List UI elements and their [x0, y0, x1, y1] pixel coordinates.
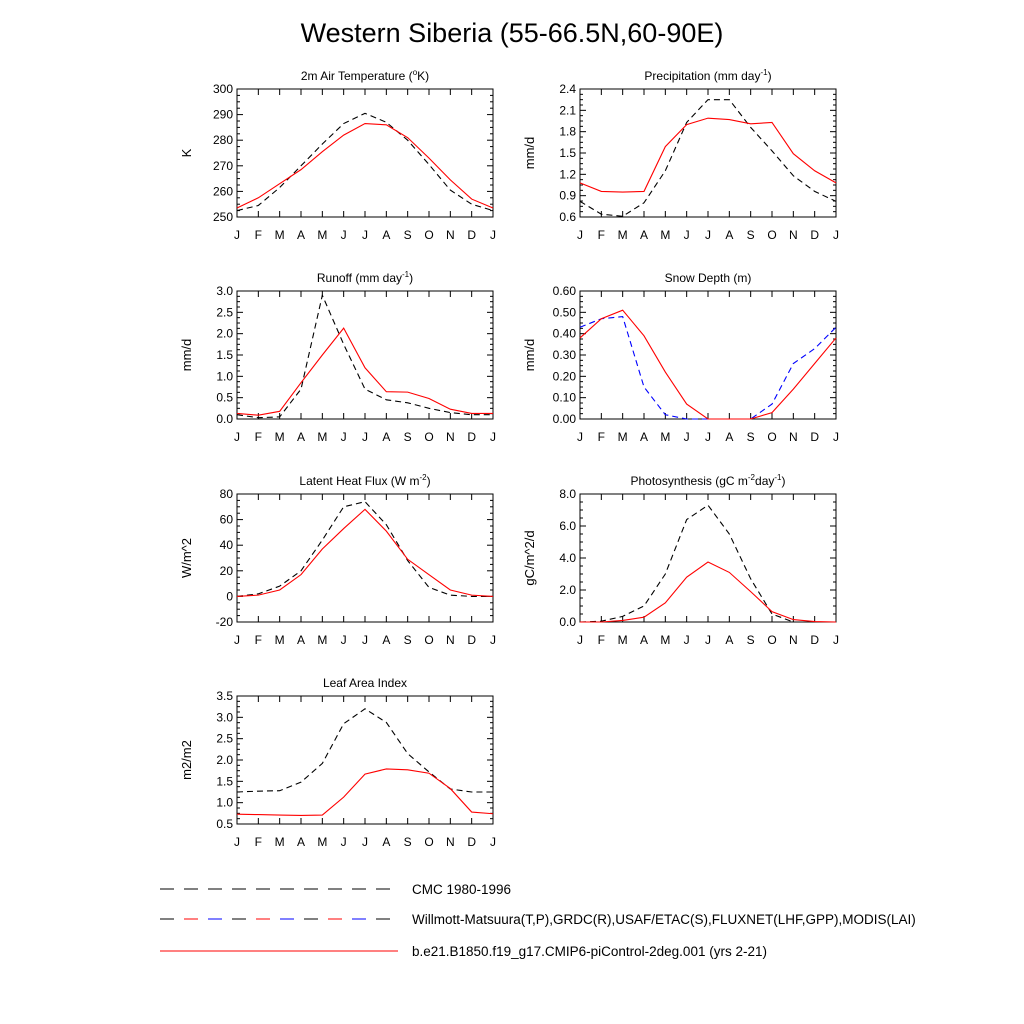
panel-air-temperature — [179, 68, 496, 242]
y-tick-label: 270 — [212, 158, 233, 173]
x-tick-label: J — [234, 228, 240, 242]
x-tick-label: J — [577, 228, 583, 242]
x-tick-label: S — [403, 835, 412, 849]
y-tick-label: 2.0 — [216, 326, 233, 341]
plot-frame — [237, 494, 493, 622]
x-tick-label: A — [725, 633, 734, 647]
x-tick-label: A — [639, 228, 649, 242]
x-tick-label: O — [767, 430, 777, 444]
y-tick-label: 0.6 — [559, 210, 576, 224]
x-tick-label: N — [445, 835, 455, 849]
x-tick-label: M — [317, 835, 328, 849]
y-tick-label: 1.0 — [216, 369, 233, 384]
series-line — [237, 328, 493, 415]
series-line — [237, 509, 493, 596]
x-tick-label: J — [490, 228, 496, 242]
x-tick-label: J — [362, 430, 368, 444]
x-tick-label: O — [767, 633, 777, 647]
x-tick-label: M — [317, 430, 328, 444]
x-tick-label: D — [810, 430, 820, 444]
series-line — [580, 562, 836, 622]
legend-label: CMC 1980-1996 — [412, 882, 512, 897]
y-tick-label: 2.5 — [216, 731, 233, 746]
x-tick-label: M — [617, 430, 628, 444]
x-tick-label: J — [234, 430, 240, 444]
x-tick-label: A — [382, 835, 391, 849]
x-tick-label: O — [424, 228, 434, 242]
x-tick-label: J — [833, 633, 839, 647]
y-tick-label: 260 — [212, 184, 233, 199]
page-title: Western Siberia (55-66.5N,60-90E) — [300, 18, 724, 48]
x-tick-label: J — [705, 430, 711, 444]
x-tick-label: S — [403, 633, 412, 647]
y-tick-label: 0.20 — [552, 369, 576, 384]
y-tick-label: 0.30 — [552, 348, 576, 362]
y-tick-label: 1.5 — [216, 348, 233, 362]
y-tick-label: 0 — [226, 589, 233, 604]
x-tick-label: S — [746, 430, 755, 444]
x-tick-label: A — [296, 633, 306, 647]
x-tick-label: D — [467, 430, 477, 444]
series-line — [580, 100, 836, 217]
x-tick-label: S — [403, 228, 412, 242]
x-tick-label: J — [577, 633, 583, 647]
x-tick-label: J — [705, 228, 711, 242]
panel-title: Latent Heat Flux (W $m^{-2}$) — [299, 473, 431, 488]
x-tick-label: M — [274, 633, 285, 647]
x-tick-label: J — [234, 835, 240, 849]
y-tick-label: 300 — [212, 82, 233, 96]
y-tick-label: 290 — [212, 107, 233, 122]
x-tick-label: J — [362, 633, 368, 647]
x-tick-label: D — [810, 228, 820, 242]
x-tick-label: A — [382, 228, 391, 242]
x-tick-label: S — [403, 430, 412, 444]
x-tick-label: N — [788, 430, 798, 444]
x-tick-label: O — [424, 633, 434, 647]
y-tick-label: 0.60 — [552, 284, 576, 298]
x-tick-label: N — [445, 430, 455, 444]
y-tick-label: 2.4 — [559, 82, 576, 96]
x-tick-label: D — [467, 835, 477, 849]
y-tick-label: 0.9 — [559, 188, 576, 203]
y-tick-label: 1.5 — [559, 146, 576, 160]
y-tick-label: 8.0 — [559, 487, 576, 501]
x-tick-label: M — [660, 633, 671, 647]
y-tick-label: 1.8 — [559, 124, 576, 139]
y-tick-label: 0.40 — [552, 326, 576, 341]
y-tick-label: 0.0 — [559, 615, 576, 629]
x-tick-label: J — [340, 633, 347, 647]
y-tick-label: 80 — [219, 487, 233, 501]
y-axis-label: mm/d — [522, 338, 537, 372]
y-axis-label: W/m^2 — [179, 537, 194, 579]
x-tick-label: M — [317, 228, 328, 242]
x-tick-label: M — [274, 835, 285, 849]
x-tick-label: M — [317, 633, 328, 647]
x-tick-label: J — [490, 430, 496, 444]
legend-label: Willmott-Matsuura(T,P),GRDC(R),USAF/ETAC(S),FLUXNET(LHF,GPP),MODIS(LAI) — [412, 912, 916, 927]
x-tick-label: J — [340, 835, 347, 849]
panel-precipitation — [522, 68, 839, 242]
plot-frame — [580, 291, 836, 419]
x-tick-label: N — [445, 228, 455, 242]
x-tick-label: F — [254, 633, 263, 647]
x-tick-label: F — [254, 835, 263, 849]
y-axis-label: gC/m^2/d — [522, 530, 537, 586]
x-tick-label: J — [577, 430, 583, 444]
y-tick-label: 1.0 — [216, 795, 233, 810]
x-tick-label: F — [597, 430, 606, 444]
y-axis-label: mm/d — [179, 338, 194, 372]
plot-frame — [580, 494, 836, 622]
series-line — [580, 310, 836, 419]
panel-snow-depth — [522, 271, 839, 444]
legend — [160, 882, 916, 959]
y-tick-label: -20 — [215, 615, 233, 629]
x-tick-label: F — [254, 430, 263, 444]
plot-frame — [237, 696, 493, 824]
x-tick-label: M — [660, 228, 671, 242]
y-tick-label: 2.1 — [559, 103, 576, 118]
y-tick-label: 0.5 — [216, 817, 233, 831]
x-tick-label: J — [705, 633, 711, 647]
x-tick-label: M — [617, 228, 628, 242]
series-line — [237, 709, 493, 792]
y-tick-label: 280 — [212, 133, 233, 148]
panel-latent-heat-flux — [179, 473, 496, 647]
series-line — [237, 124, 493, 208]
panel-title: Runoff (mm day$^{-1}$) — [316, 270, 414, 285]
series-line — [580, 317, 836, 419]
panel-photosynthesis — [522, 473, 839, 647]
legend-label: b.e21.B1850.f19_g17.CMIP6-piControl-2deg.001 (yrs 2-21) — [412, 944, 767, 959]
y-tick-label: 1.2 — [559, 167, 576, 182]
y-tick-label: 40 — [219, 538, 233, 553]
x-tick-label: A — [296, 430, 306, 444]
series-line — [237, 113, 493, 210]
panel-leaf-area-index — [179, 676, 496, 849]
x-tick-label: J — [362, 228, 368, 242]
y-tick-label: 6.0 — [559, 519, 576, 533]
x-tick-label: J — [234, 633, 240, 647]
series-line — [237, 295, 493, 417]
y-tick-label: 3.0 — [216, 710, 233, 725]
x-tick-label: O — [767, 228, 777, 242]
x-tick-label: J — [490, 835, 496, 849]
x-tick-label: A — [639, 430, 649, 444]
y-tick-label: 0.10 — [552, 390, 576, 405]
series-line — [580, 118, 836, 192]
y-tick-label: 250 — [212, 210, 233, 224]
x-tick-label: O — [424, 430, 434, 444]
x-tick-label: J — [833, 430, 839, 444]
plot-frame — [580, 89, 836, 217]
x-tick-label: M — [274, 430, 285, 444]
x-tick-label: O — [424, 835, 434, 849]
x-tick-label: J — [340, 430, 347, 444]
y-axis-label: m2/m2 — [179, 740, 194, 780]
y-tick-label: 2.5 — [216, 305, 233, 320]
x-tick-label: A — [725, 430, 734, 444]
panel-title: Leaf Area Index — [322, 676, 408, 690]
panel-title: Precipitation (mm day$^{-1}$) — [644, 68, 772, 83]
panel-title: Photosynthesis (gC $m^{-2}day^{-1}$) — [630, 473, 786, 488]
plot-frame — [237, 89, 493, 217]
plot-frame — [237, 291, 493, 419]
x-tick-label: A — [296, 835, 306, 849]
x-tick-label: F — [597, 633, 606, 647]
x-tick-label: F — [597, 228, 606, 242]
y-axis-label: mm/d — [522, 136, 537, 170]
x-tick-label: M — [617, 633, 628, 647]
y-tick-label: 0.50 — [552, 305, 576, 320]
y-tick-label: 4.0 — [559, 551, 576, 565]
y-tick-label: 0.5 — [216, 390, 233, 405]
x-tick-label: D — [467, 228, 477, 242]
x-tick-label: A — [639, 633, 649, 647]
x-tick-label: J — [683, 430, 690, 444]
x-tick-label: J — [683, 633, 690, 647]
x-tick-label: S — [746, 633, 755, 647]
x-tick-label: D — [810, 633, 820, 647]
y-tick-label: 3.0 — [216, 284, 233, 298]
y-tick-label: 60 — [219, 512, 233, 527]
y-tick-label: 2.0 — [216, 753, 233, 767]
y-tick-label: 0.0 — [216, 412, 233, 426]
y-tick-label: 20 — [219, 563, 233, 578]
x-tick-label: A — [725, 228, 734, 242]
y-tick-label: 0.00 — [552, 412, 576, 426]
x-tick-label: J — [340, 228, 347, 242]
y-tick-label: 3.5 — [216, 689, 233, 703]
x-tick-label: S — [746, 228, 755, 242]
panel-title: 2m Air Temperature ($^o$K) — [300, 68, 430, 83]
x-tick-label: M — [660, 430, 671, 444]
x-tick-label: A — [382, 430, 391, 444]
y-axis-label: K — [179, 148, 194, 158]
x-tick-label: J — [362, 835, 368, 849]
x-tick-label: A — [296, 228, 306, 242]
x-tick-label: F — [254, 228, 263, 242]
x-tick-label: J — [833, 228, 839, 242]
x-tick-label: M — [274, 228, 285, 242]
x-tick-label: J — [490, 633, 496, 647]
x-tick-label: A — [382, 633, 391, 647]
series-line — [580, 505, 836, 622]
x-tick-label: D — [467, 633, 477, 647]
y-tick-label: 1.5 — [216, 774, 233, 789]
panel-runoff — [179, 270, 496, 444]
x-tick-label: N — [788, 633, 798, 647]
series-line — [237, 769, 493, 816]
panel-title: Snow Depth (m) — [664, 271, 752, 285]
series-line — [237, 502, 493, 597]
x-tick-label: N — [788, 228, 798, 242]
y-tick-label: 2.0 — [559, 583, 576, 597]
x-tick-label: J — [683, 228, 690, 242]
x-tick-label: N — [445, 633, 455, 647]
